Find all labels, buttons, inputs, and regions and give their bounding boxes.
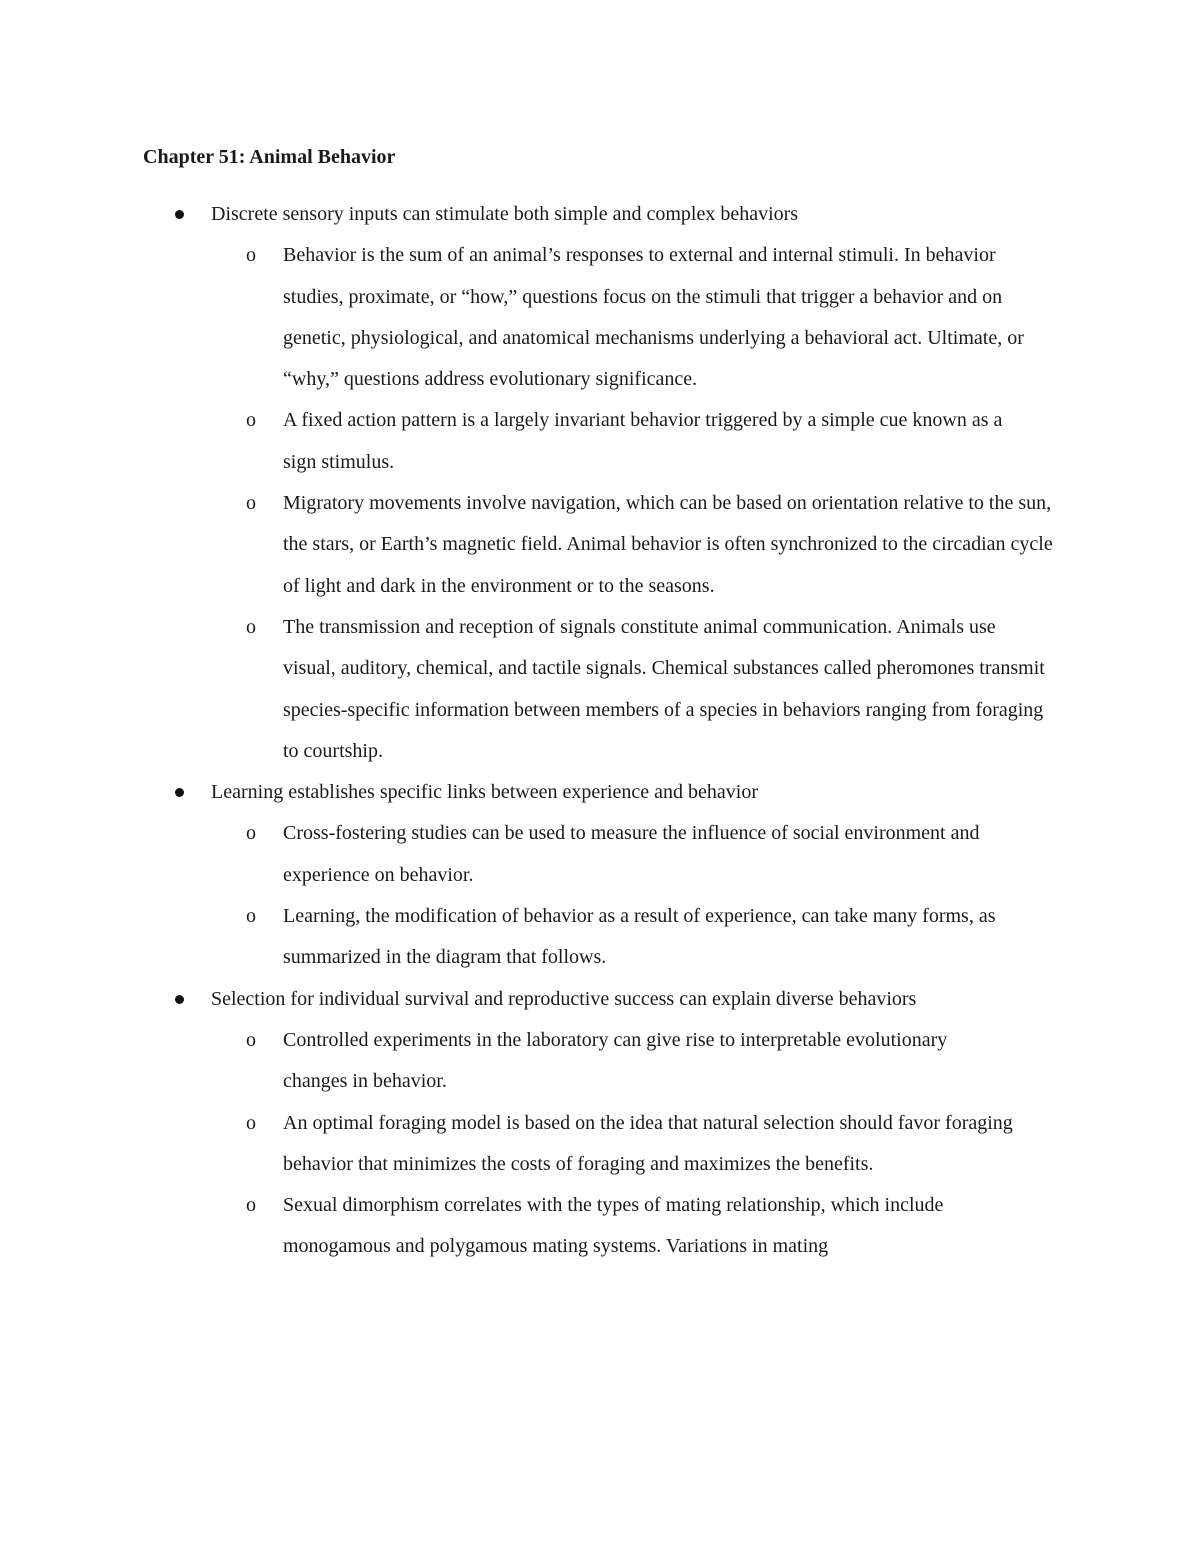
bullet-heading: Discrete sensory inputs can stimulate both simple and complex behaviors	[211, 203, 799, 225]
bullet-item	[143, 194, 1063, 772]
sub-item	[211, 1185, 1063, 1268]
sub-item-text: Sexual dimorphism correlates with the types of mating relationship, which include monogamous and polygamous mating systems. Variations in mating	[283, 1194, 944, 1258]
sub-item-text: Cross-fostering studies can be used to measure the influence of social environment and experience on behavior.	[283, 822, 980, 886]
sub-list	[211, 813, 1063, 978]
sub-item-text: Learning, the modification of behavior as a result of experience, can take many forms, as summarized in the diagram that follows.	[283, 905, 996, 969]
circle-bullet-icon: o	[246, 822, 256, 845]
circle-bullet-icon: o	[246, 905, 256, 928]
circle-bullet-icon: o	[246, 615, 256, 638]
circle-bullet-icon: o	[246, 244, 256, 267]
sub-item	[211, 1020, 1063, 1103]
sub-item-text: The transmission and reception of signals constitute animal communication. Animals use visual, auditory, chemical, and tactile signals. Chemical substances called pheromones transmit species-specific information between members of a species in behaviors ranging from foraging to courtship.	[283, 615, 1045, 762]
bullet-dot-icon	[175, 210, 184, 219]
sub-item	[211, 607, 1063, 772]
bullet-heading: Learning establishes specific links between experience and behavior	[211, 781, 759, 804]
sub-item	[211, 896, 1063, 979]
bullet-item	[143, 772, 1063, 978]
sub-item-text: Controlled experiments in the laboratory can give rise to interpretable evolutionary changes in behavior.	[283, 1028, 948, 1093]
circle-bullet-icon: o	[246, 1111, 256, 1134]
sub-item-text: Behavior is the sum of an animal’s responses to external and internal stimuli. In behavior studies, proximate, or “how,” questions focus on the stimuli that trigger a behavior and on genetic, physiological, and anatomical mechanisms underlying a behavioral act. Ultimate, or “why,” questions address evolutionary significance.	[283, 244, 1024, 391]
circle-bullet-icon: o	[246, 1028, 256, 1051]
circle-bullet-icon: o	[246, 492, 256, 515]
outline-list	[143, 194, 1063, 1268]
sub-item	[211, 1103, 1063, 1186]
sub-item	[211, 483, 1063, 607]
sub-item-text: Migratory movements involve navigation, which can be based on orientation relative to the sun, the stars, or Earth’s magnetic field. Animal behavior is often synchronized to the circadian cycle of light and dark in the environment or to the seasons.	[283, 492, 1053, 597]
bullet-heading: Selection for individual survival and reproductive success can explain diverse behaviors	[211, 987, 917, 1010]
sub-item-text: An optimal foraging model is based on the idea that natural selection should favor foraging behavior that minimizes the costs of foraging and maximizes the benefits.	[283, 1111, 1013, 1175]
circle-bullet-icon: o	[246, 1194, 256, 1217]
circle-bullet-icon: o	[246, 409, 256, 432]
page-title: Chapter 51: Animal Behavior	[143, 146, 396, 168]
bullet-item	[143, 979, 1063, 1268]
sub-list	[211, 235, 1063, 772]
sub-item	[211, 400, 1063, 483]
sub-item	[211, 235, 1063, 400]
sub-list	[211, 1020, 1063, 1268]
sub-item	[211, 813, 1063, 896]
bullet-dot-icon	[175, 995, 184, 1004]
sub-item-text: A fixed action pattern is a largely invariant behavior triggered by a simple cue known as a sign stimulus.	[283, 409, 1003, 473]
bullet-dot-icon	[175, 788, 184, 797]
